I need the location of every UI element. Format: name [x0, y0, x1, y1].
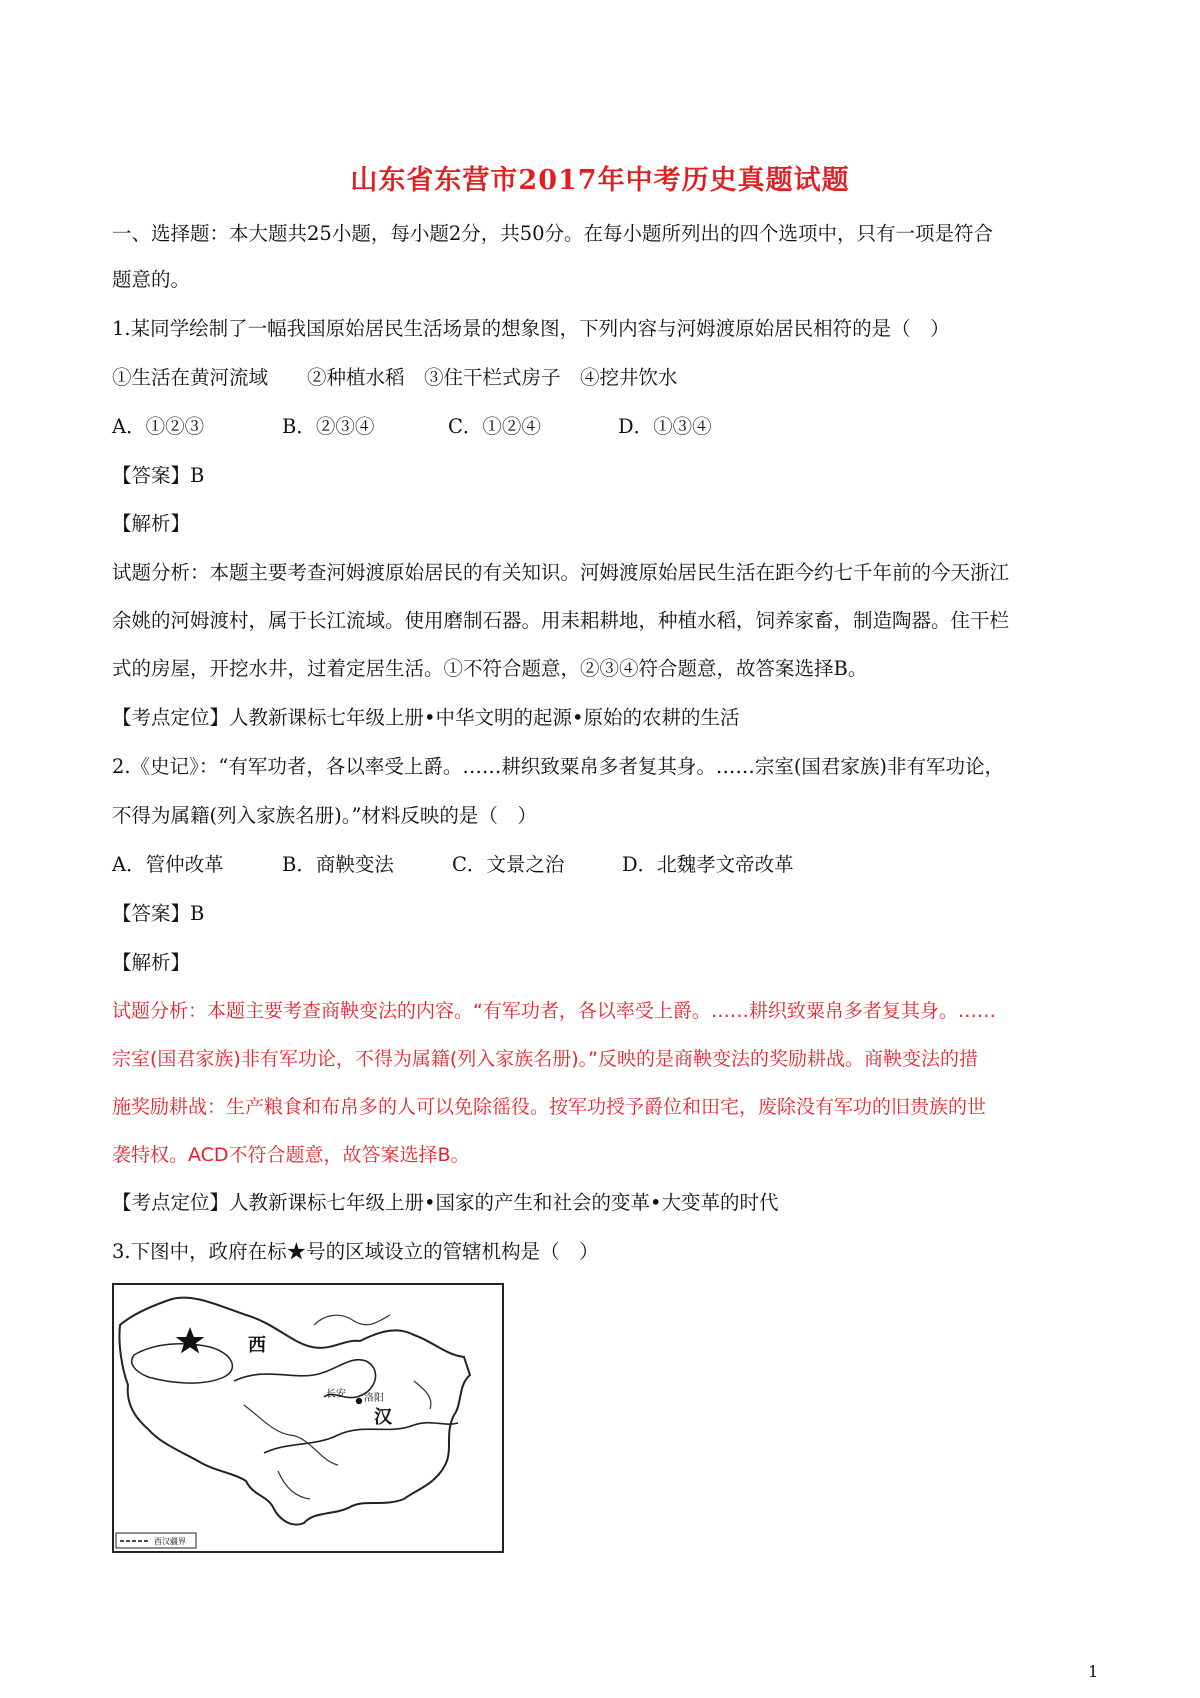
coast-detail	[414, 1381, 431, 1409]
q1-option-a: A．①②③	[112, 415, 205, 438]
page-number: 1	[1088, 1662, 1099, 1681]
q2-options	[112, 852, 1102, 878]
q1-option-d: D．①③④	[618, 415, 712, 438]
q2-analysis-line3: 施奖励耕战：生产粮食和布帛多的人可以免除徭役。按军功授予爵位和田宅，废除没有军功的旧贵族的世	[112, 1096, 987, 1118]
q1-location: 【考点定位】人教新课标七年级上册•中华文明的起源•原始的农耕的生活	[112, 706, 740, 729]
border-line-3	[278, 1471, 310, 1499]
q1-options	[112, 414, 1102, 440]
luoyang-dot	[356, 1398, 362, 1404]
yangtze-river	[264, 1423, 458, 1453]
section-heading-line2: 题意的。	[112, 268, 191, 291]
q1-analysis-label: 【解析】	[112, 512, 191, 535]
q2-analysis-line1: 试题分析：本题主要考查商鞅变法的内容。“有军功者，各以率受上爵。……耕织致粟帛多者复其身。……	[112, 1000, 996, 1022]
q2-answer: 【答案】B	[112, 902, 205, 925]
q2-option-a: A．管仲改革	[112, 853, 224, 876]
q2-stem-line1: 2.《史记》：“有军功者，各以率受上爵。……耕织致粟帛多者复其身。……宗室(国君家族)非有军功论，	[112, 755, 1005, 778]
map-drawing	[114, 1285, 502, 1551]
q1-answer: 【答案】B	[112, 464, 205, 487]
q3-stem: 3.下图中，政府在标★号的区域设立的管辖机构是（ ）	[112, 1240, 599, 1263]
legend-label: 西汉疆界	[154, 1537, 186, 1546]
label-changan: 长安	[326, 1389, 346, 1400]
section-heading-line1: 一、选择题：本大题共25小题，每小题2分，共50分。在每小题所列出的四个选项中，只有一项是符合	[112, 222, 994, 245]
border-line-2	[314, 1315, 390, 1325]
label-xi: 西	[248, 1335, 266, 1356]
q2-analysis-line2: 宗室(国君家族)非有军功论，不得为属籍(列入家族名册)。”反映的是商鞅变法的奖励耕战。商鞅变法的措	[112, 1048, 978, 1070]
q2-analysis-line4: 袭特权。ACD不符合题意，故答案选择B。	[112, 1144, 470, 1166]
page-title: 山东省东营市2017年中考历史真题试题	[350, 165, 850, 196]
territory-outline	[119, 1298, 470, 1525]
yellow-river	[234, 1360, 376, 1398]
q1-option-c: C．①②④	[448, 415, 541, 438]
q2-option-d: D．北魏孝文帝改革	[622, 853, 794, 876]
label-luoyang: 洛阳	[364, 1393, 384, 1404]
label-han: 汉	[374, 1407, 392, 1428]
q2-analysis-label: 【解析】	[112, 951, 191, 974]
q1-option-b: B．②③④	[282, 415, 375, 438]
border-line-1	[244, 1405, 338, 1465]
q2-stem-line2: 不得为属籍(列入家族名册)。”材料反映的是（ ）	[112, 804, 537, 827]
q1-analysis-line2: 余姚的河姆渡村，属于长江流域。使用磨制石器。用耒耜耕地，种植水稻，饲养家畜，制造陶器。住干栏	[112, 609, 1010, 632]
western-han-map	[112, 1283, 504, 1553]
tarim-region	[132, 1344, 233, 1383]
q1-analysis-line1: 试题分析：本题主要考查河姆渡原始居民的有关知识。河姆渡原始居民生活在距今约七千年前的今天浙江	[112, 561, 1010, 584]
q2-option-b: B．商鞅变法	[282, 853, 394, 876]
q1-items: ①生活在黄河流域 ②种植水稻 ③住干栏式房子 ④挖井饮水	[112, 366, 678, 389]
star-marker-icon	[176, 1327, 205, 1353]
q1-analysis-line3: 式的房屋，开挖水井，过着定居生活。①不符合题意，②③④符合题意，故答案选择B。	[112, 657, 868, 680]
q2-location: 【考点定位】人教新课标七年级上册•国家的产生和社会的变革•大变革的时代	[112, 1191, 779, 1214]
q2-option-c: C．文景之治	[452, 853, 565, 876]
q1-stem: 1.某同学绘制了一幅我国原始居民生活场景的想象图，下列内容与河姆渡原始居民相符的是（ ）	[112, 317, 950, 340]
